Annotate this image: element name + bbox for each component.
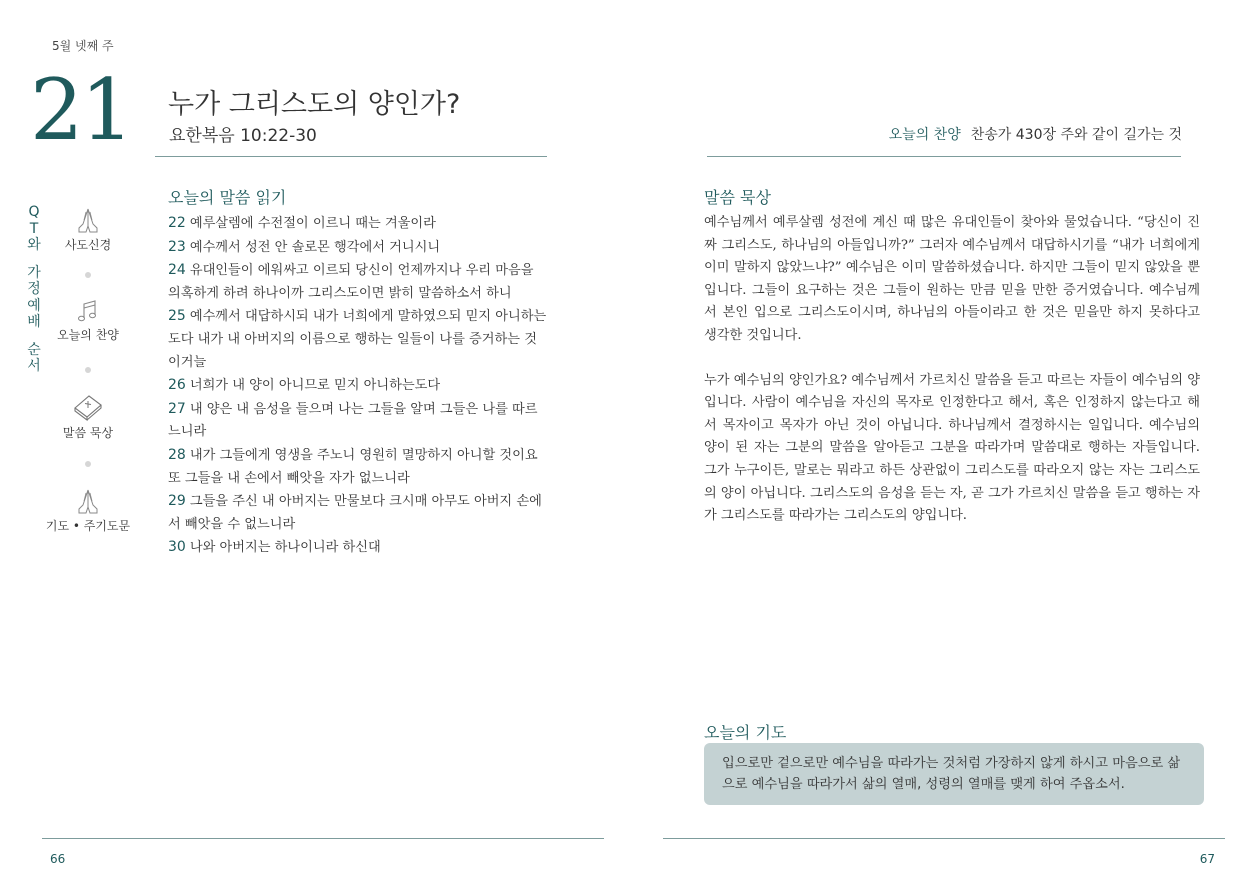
step-apostles-creed [38,206,138,253]
header-rule-left [155,156,547,157]
step-label: 기도 • 주기도문 [45,519,131,533]
header-rule-right [707,156,1181,157]
scripture-verses [168,212,548,560]
meditation-paragraph: 예수님께서 예루살렘 성전에 계신 때 많은 유대인들이 찾아와 물었습니다. “당신이 진짜 그리스도, 하나님의 아들입니까?” 그러자 예수님께서 대답하시기를 “내가 너희에게 이미 말하지 않았느냐?” 예수님은 이미 말씀하셨습니다. 하지만 그들이 믿지 않았을 뿐입니다. 그들이 요구하는 것은 그들이 원하는 만큼 믿을 만한 증거였습니다. 예수님께서 본인 입으로 그리스도이시며, 하나님의 아들이라고 한 것은 믿을만 하지 못하다고 생각한 것입니다. [704,215,1200,343]
verse-text: 예수께서 대답하시되 내가 너희에게 말하였으되 믿지 아니하는도다 내가 내 아버지의 이름으로 행하는 일들이 나를 증거하는 것이거늘 [168,309,547,370]
meditation-heading: 말씀 묵상 [704,188,771,207]
vertical-title-char: 배 [27,314,41,330]
step-separator-dot [85,272,91,278]
verse-number: 27 [168,400,186,417]
scripture-heading: 오늘의 말씀 읽기 [168,188,287,207]
footer-rule-right [663,838,1225,839]
prayer-text: 입으로만 겉으로만 예수님을 따라가는 것처럼 가장하지 않게 하시고 마음으로 삶으로 예수님을 따라가서 삶의 열매, 성령의 열매를 맺게 하여 주옵소서. [722,756,1181,792]
week-label: 5월 넷째 주 [52,39,114,53]
prayer-heading: 오늘의 기도 [704,723,787,742]
bible-icon [72,392,104,422]
praying-hands-icon [73,206,103,234]
scripture-reference: 요한복음 10:22-30 [169,126,317,146]
verse [168,374,548,398]
verse [168,444,548,490]
step-label: 말씀 묵상 [62,426,114,440]
verse [168,398,548,444]
verse-number: 29 [168,493,186,510]
verse-number: 30 [168,539,186,556]
vertical-title-char: 가 [27,264,41,281]
hymn-line [889,124,1182,144]
verse-number: 23 [168,238,186,255]
verse-number: 25 [168,308,186,325]
page-number-left: 66 [50,852,66,866]
vertical-title-char: 와 [27,237,41,253]
vertical-title-char: 서 [27,358,41,374]
verse-number: 24 [168,262,186,279]
verse-text: 유대인들이 에워싸고 이르되 당신이 언제까지나 우리 마음을 의혹하게 하려 하나이까 그리스도이면 밝히 말씀하소서 하니 [168,263,534,301]
verse [168,212,548,236]
verse [168,305,548,374]
verse-text: 너희가 내 양이 아니므로 믿지 아니하는도다 [189,378,441,394]
vertical-title-gap [27,254,41,265]
page-title: 누가 그리스도의 양인가? [168,89,461,120]
meditation-paragraph: 누가 예수님의 양인가요? 예수님께서 가르치신 말씀을 듣고 따르는 자들이 예수님의 양입니다. 사람이 예수님을 자신의 목자로 인정한다고 해서, 혹은 인정하지 않는다고 해서 목자이고 목자가 아닌 것이 아닙니다. 하나님께서 결정하시는 일입니다. 예수님의 양이 된 자는 그분의 말씀을 알아듣고 그분을 따라가며 말씀대로 행하는 자들입니다. 그가 누구이든, 말로는 뭐라고 하든 상관없이 그리스도를 따라오지 않는 자는 그리스도의 양이 아닙니다. 그리스도의 음성을 듣는 자, 곧 그가 가르치신 말씀을 듣고 행하는 자가 그리스도를 따라가는 그리스도의 양입니다. [704,372,1201,524]
verse-text: 예수께서 성전 안 솔로몬 행각에서 거니시니 [189,239,441,255]
step-prayer [38,487,138,534]
verse-text: 내 양은 내 음성을 들으며 나는 그들을 알며 그들은 나를 따르느니라 [168,401,538,440]
day-number: 21 [30,61,131,159]
verse-text: 내가 그들에게 영생을 주노니 영원히 멸망하지 아니할 것이요 또 그들을 내 손에서 빼앗을 자가 없느니라 [168,447,538,486]
verse-text: 그들을 주신 내 아버지는 만물보다 크시매 아무도 아버지 손에서 빼앗을 수 없느니라 [168,494,542,532]
verse [168,259,548,305]
verse-number: 22 [168,215,186,231]
meditation-body [704,212,1200,550]
vertical-title-char: 순 [27,341,41,358]
verse [168,236,548,260]
hymn-label: 오늘의 찬양 [888,127,961,143]
step-separator-dot [85,367,91,373]
verse-number: 26 [168,377,186,394]
music-note-icon [75,298,101,324]
vertical-title-char: Q [28,204,40,220]
vertical-title-char: 정 [27,281,41,297]
step-label: 사도신경 [64,238,112,252]
step-label: 오늘의 찬양 [57,328,119,342]
hymn-value: 찬송가 430장 주와 같이 길가는 것 [970,127,1182,143]
verse [168,536,548,560]
footer-rule-left [42,838,604,839]
verse-number: 28 [168,446,186,463]
step-separator-dot [85,461,91,467]
vertical-title-char: T [29,220,39,237]
verse-text: 예루살렘에 수전절이 이르니 때는 겨울이라 [189,216,436,231]
prayer-box [704,743,1204,805]
praying-hands-icon [73,487,103,515]
verse [168,490,548,536]
vertical-title-char: 예 [27,297,41,314]
step-word-meditation [38,392,138,441]
page-number-right: 67 [1199,852,1215,866]
verse-text: 나와 아버지는 하나이니라 하신대 [189,540,381,556]
step-todays-hymn [38,298,138,343]
